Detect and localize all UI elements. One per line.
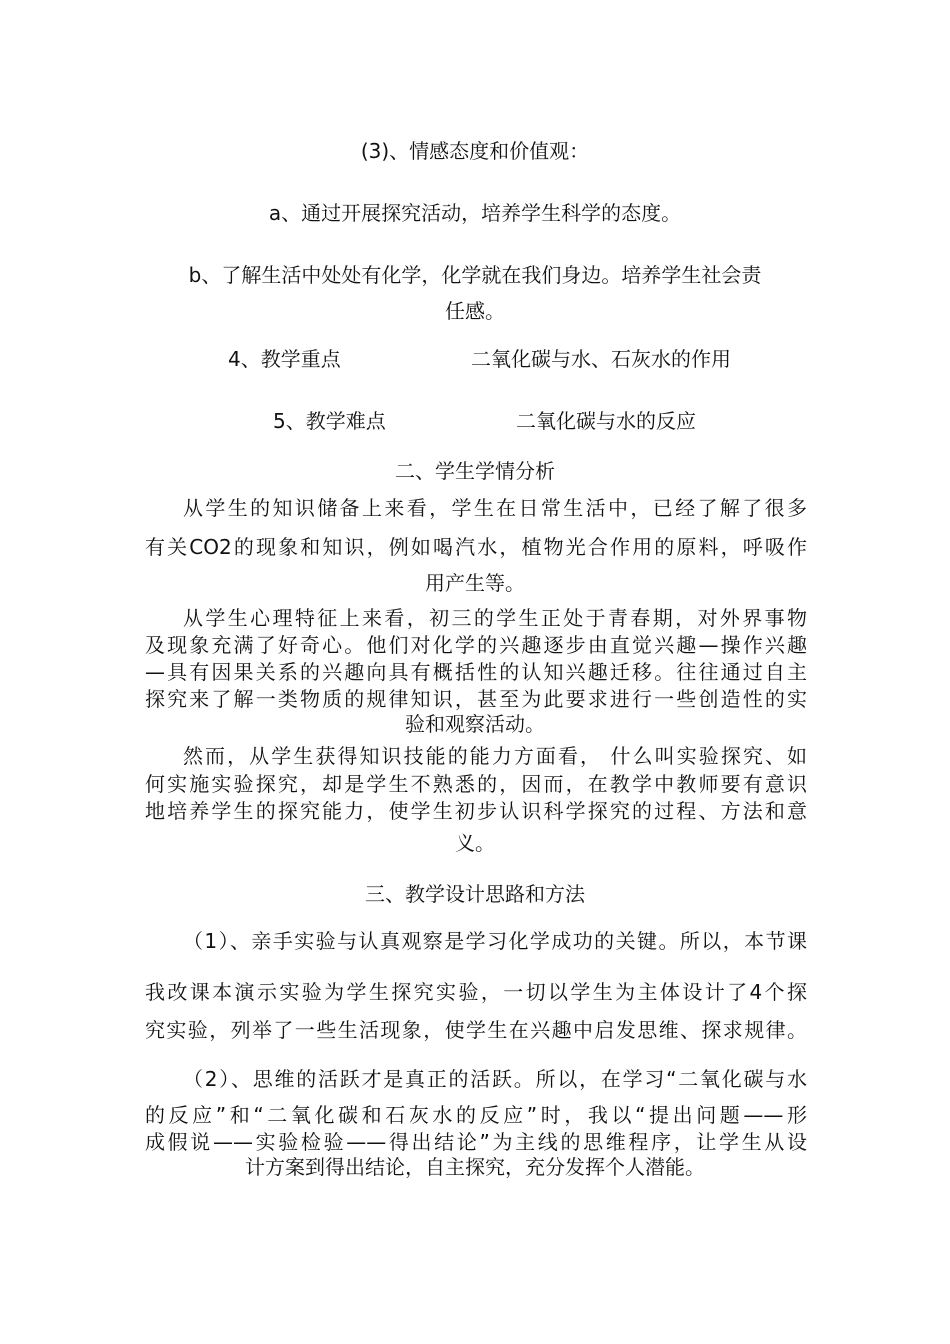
paragraph-line: 验和观察活动。	[405, 712, 545, 736]
paragraph-line: 探究来了解一类物质的规律知识，甚至为此要求进行一些创造性的实	[145, 687, 807, 711]
paragraph-line: 地培养学生的探究能力，使学生初步认识科学探究的过程、方法和意	[145, 799, 807, 823]
paragraph-line: 从学生心理特征上来看，初三的学生正处于青春期，对外界事物	[183, 606, 807, 630]
paragraph-line: 有关CO2的现象和知识，例如喝汽水，植物光合作用的原料，呼吸作	[145, 535, 807, 559]
difficulties-label: 5、教学难点	[273, 409, 386, 433]
paragraph-line: 我改课本演示实验为学生探究实验，一切以学生为主体设计了4个探	[145, 980, 807, 1004]
paragraph-line: （1）、亲手实验与认真观察是学习化学成功的关键。所以，本节课	[183, 929, 807, 953]
paragraph-line: （2）、思维的活跃才是真正的活跃。所以，在学习“二氧化碳与水	[183, 1067, 807, 1091]
key-points-label: 4、教学重点	[228, 347, 341, 371]
section-heading-attitudes: (3)、情感态度和价值观：	[360, 139, 590, 163]
paragraph-line: 任感。	[445, 299, 505, 323]
key-points-value: 二氧化碳与水、石灰水的作用	[471, 347, 731, 371]
paragraph-line: b、了解生活中处处有化学，化学就在我们身边。培养学生社会责	[188, 263, 762, 287]
difficulties-value: 二氧化碳与水的反应	[516, 409, 696, 433]
paragraph-line: 何实施实验探究，却是学生不熟悉的，因而，在教学中教师要有意识	[145, 772, 807, 796]
paragraph-line: 义。	[455, 831, 495, 855]
section-heading-teaching-design: 三、教学设计思路和方法	[365, 882, 585, 906]
paragraph-line: 然而，从学生获得知识技能的能力方面看， 什么叫实验探究、如	[183, 744, 807, 768]
paragraph-line: 及现象充满了好奇心。他们对化学的兴趣逐步由直觉兴趣—操作兴趣	[145, 633, 807, 657]
paragraph-line: 计方案到得出结论，自主探究，充分发挥个人潜能。	[245, 1155, 705, 1179]
paragraph-line: a、通过开展探究活动，培养学生科学的态度。	[268, 201, 682, 225]
paragraph-line: 用产生等。	[425, 571, 525, 595]
section-heading-student-analysis: 二、学生学情分析	[395, 459, 555, 483]
paragraph-line: —具有因果关系的兴趣向具有概括性的认知兴趣迁移。往往通过自主	[145, 660, 807, 684]
paragraph-line: 成假说——实验检验——得出结论”为主线的思维程序，让学生从设	[145, 1130, 807, 1154]
paragraph-line: 的反应”和“二氧化碳和石灰水的反应”时，我以“提出问题——形	[145, 1103, 807, 1127]
paragraph-line: 从学生的知识储备上来看，学生在日常生活中，已经了解了很多	[183, 496, 807, 520]
paragraph-line: 究实验，列举了一些生活现象，使学生在兴趣中启发思维、探求规律。	[145, 1018, 807, 1042]
